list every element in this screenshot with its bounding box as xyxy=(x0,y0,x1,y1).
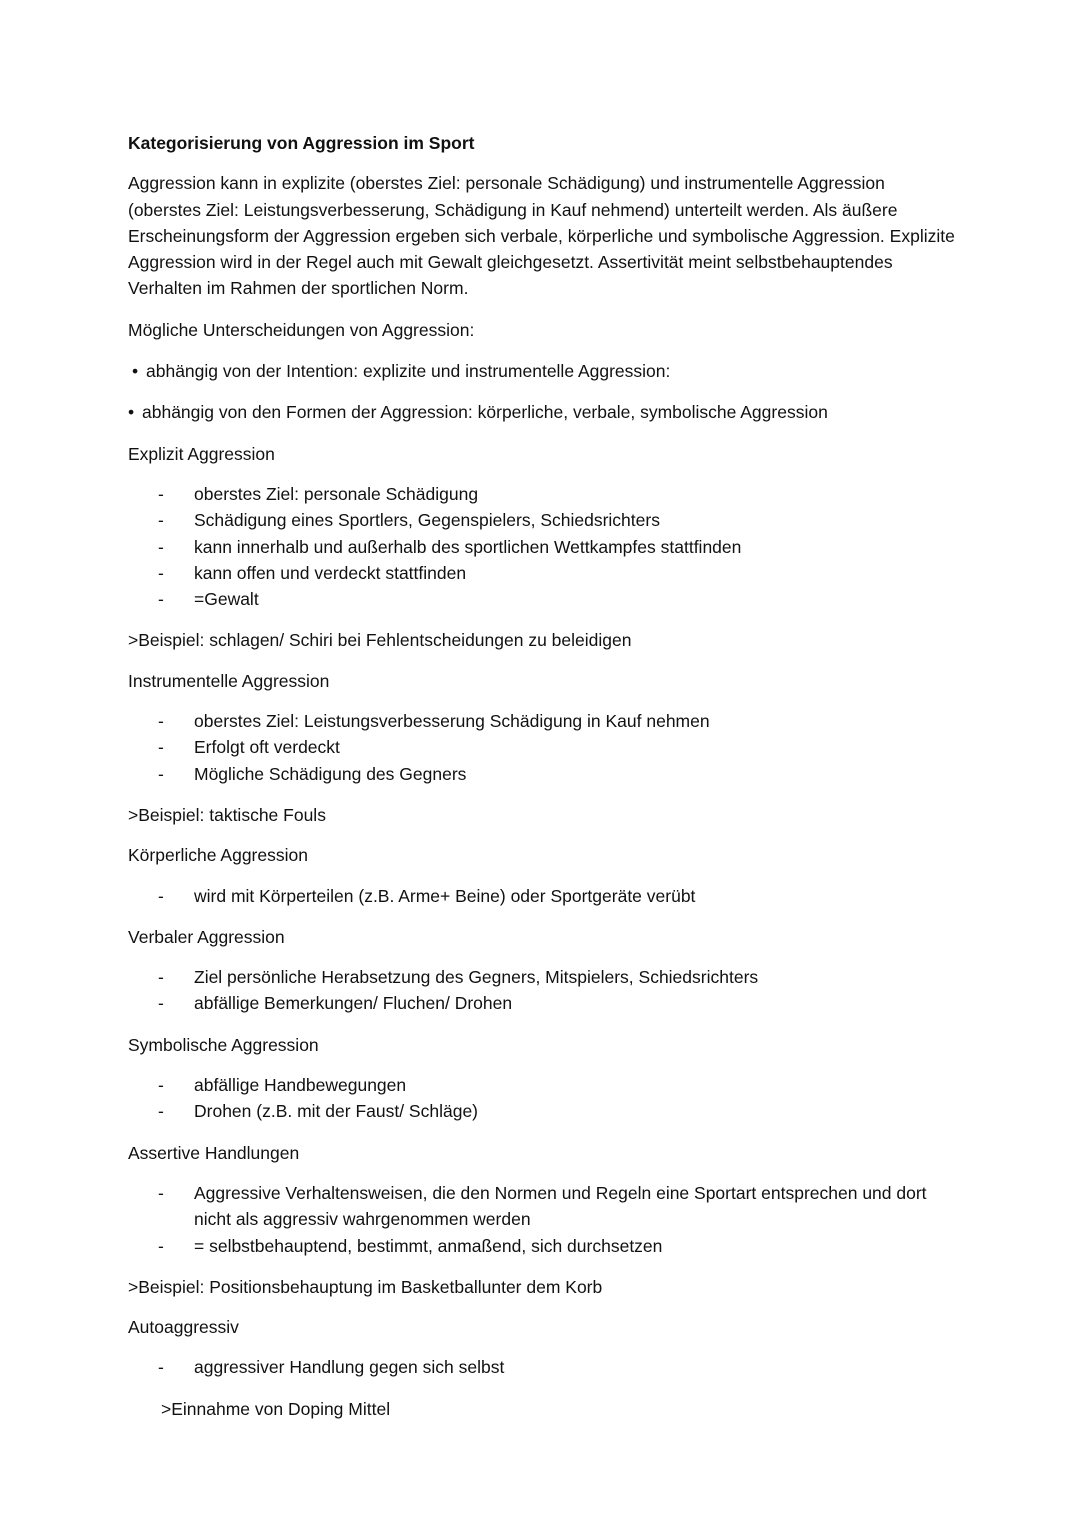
dash-marker: - xyxy=(158,510,164,531)
dash-marker: - xyxy=(158,763,164,784)
example-instrumentell: >Beispiel: taktische Fouls xyxy=(128,804,326,825)
dash-marker: - xyxy=(158,967,164,988)
list-item xyxy=(128,1233,960,1259)
list-item-text: Schädigung eines Sportlers, Gegenspielers, Schiedsrichters xyxy=(194,510,660,531)
intro-paragraph: Aggression kann in explizite (oberstes Ziel: personale Schädigung) und instrumentelle Aggression (oberstes Ziel: Leistungsverbesserung, Schädigung in Kauf nehmend) unterteilt werden. Als äußere Erscheinungsform der Aggression ergeben sich verbale, körperliche und symbolische Aggression. Explizite Aggression wird in der Regel auch mit Gewalt gleichgesetzt. Assertivität meint selbstbehauptendes Verhalten im Rahmen der sportlichen Norm. xyxy=(128,173,955,299)
list-item-text: oberstes Ziel: Leistungsverbesserung Schädigung in Kauf nehmen xyxy=(194,711,710,732)
document-title: Kategorisierung von Aggression im Sport xyxy=(128,133,475,153)
list-verbal xyxy=(128,964,960,1017)
section-heading-koerperlich: Körperliche Aggression xyxy=(128,845,308,866)
list-item xyxy=(128,883,960,909)
example-assertiv: >Beispiel: Positionsbehauptung im Basketballunter dem Korb xyxy=(128,1276,603,1297)
list-item xyxy=(128,1180,960,1233)
dash-marker: - xyxy=(158,1357,164,1378)
bullet-marker: • xyxy=(132,361,139,382)
list-item-text: Ziel persönliche Herabsetzung des Gegners, Mitspielers, Schiedsrichters xyxy=(194,967,759,988)
list-item xyxy=(128,481,960,507)
bullet-text: abhängig von den Formen der Aggression: körperliche, verbale, symbolische Aggression xyxy=(142,402,828,423)
list-item xyxy=(128,560,960,586)
section-heading-verbal: Verbaler Aggression xyxy=(128,926,285,947)
dash-marker: - xyxy=(158,1075,164,1096)
section-heading-autoaggressiv: Autoaggressiv xyxy=(128,1317,239,1338)
list-item-text: kann innerhalb und außerhalb des sportlichen Wettkampfes stattfinden xyxy=(194,536,742,557)
list-item xyxy=(128,507,960,533)
list-item xyxy=(128,964,960,990)
example-autoaggressiv: >Einnahme von Doping Mittel xyxy=(161,1398,391,1419)
dash-marker: - xyxy=(158,1235,164,1256)
list-item-text: =Gewalt xyxy=(194,589,259,610)
list-item-text: = selbstbehauptend, bestimmt, anmaßend, sich durchsetzen xyxy=(194,1235,663,1256)
dash-marker: - xyxy=(158,711,164,732)
bullet-item xyxy=(128,399,960,425)
list-item-text: oberstes Ziel: personale Schädigung xyxy=(194,483,479,504)
list-item-text: Erfolgt oft verdeckt xyxy=(194,737,340,758)
list-item-text: kann offen und verdeckt stattfinden xyxy=(194,562,467,583)
list-autoaggressiv xyxy=(128,1354,960,1380)
dash-marker: - xyxy=(158,737,164,758)
list-item xyxy=(128,1072,960,1098)
section-heading-explizit: Explizit Aggression xyxy=(128,443,275,464)
list-item xyxy=(128,990,960,1016)
list-item xyxy=(128,734,960,760)
dash-marker: - xyxy=(158,1101,164,1122)
list-item-text: abfällige Bemerkungen/ Fluchen/ Drohen xyxy=(194,993,513,1014)
section-heading-assertiv: Assertive Handlungen xyxy=(128,1142,300,1163)
dash-marker: - xyxy=(158,589,164,610)
bullet-item xyxy=(128,358,960,384)
list-item-text: wird mit Körperteilen (z.B. Arme+ Beine) oder Sportgeräte verübt xyxy=(194,885,696,906)
list-item xyxy=(128,708,960,734)
dash-marker: - xyxy=(158,1182,164,1203)
list-item xyxy=(128,586,960,612)
distinctions-heading: Mögliche Unterscheidungen von Aggression: xyxy=(128,319,475,340)
dash-marker: - xyxy=(158,483,164,504)
list-item-text: Aggressive Verhaltensweisen, die den Normen und Regeln eine Sportart entsprechen und dort nicht als aggressiv wahrgenommen werden xyxy=(194,1182,927,1230)
section-heading-symbolisch: Symbolische Aggression xyxy=(128,1034,319,1055)
dash-marker: - xyxy=(158,536,164,557)
list-item-text: Mögliche Schädigung des Gegners xyxy=(194,763,467,784)
list-explizit xyxy=(128,481,960,612)
dash-marker: - xyxy=(158,885,164,906)
list-item-text: aggressiver Handlung gegen sich selbst xyxy=(194,1357,505,1378)
bullet-text: abhängig von der Intention: explizite und instrumentelle Aggression: xyxy=(146,361,671,382)
list-item xyxy=(128,534,960,560)
list-koerperlich xyxy=(128,883,960,909)
list-item xyxy=(128,1354,960,1380)
list-symbolisch xyxy=(128,1072,960,1125)
example-explizit: >Beispiel: schlagen/ Schiri bei Fehlentscheidungen zu beleidigen xyxy=(128,630,632,651)
dash-marker: - xyxy=(158,993,164,1014)
list-assertiv xyxy=(128,1180,960,1259)
dash-marker: - xyxy=(158,562,164,583)
section-heading-instrumentell: Instrumentelle Aggression xyxy=(128,670,330,691)
list-item xyxy=(128,761,960,787)
bullet-marker: • xyxy=(128,402,135,423)
list-item xyxy=(128,1098,960,1124)
list-item-text: abfällige Handbewegungen xyxy=(194,1075,407,1096)
list-instrumentell xyxy=(128,708,960,787)
list-item-text: Drohen (z.B. mit der Faust/ Schläge) xyxy=(194,1101,478,1122)
